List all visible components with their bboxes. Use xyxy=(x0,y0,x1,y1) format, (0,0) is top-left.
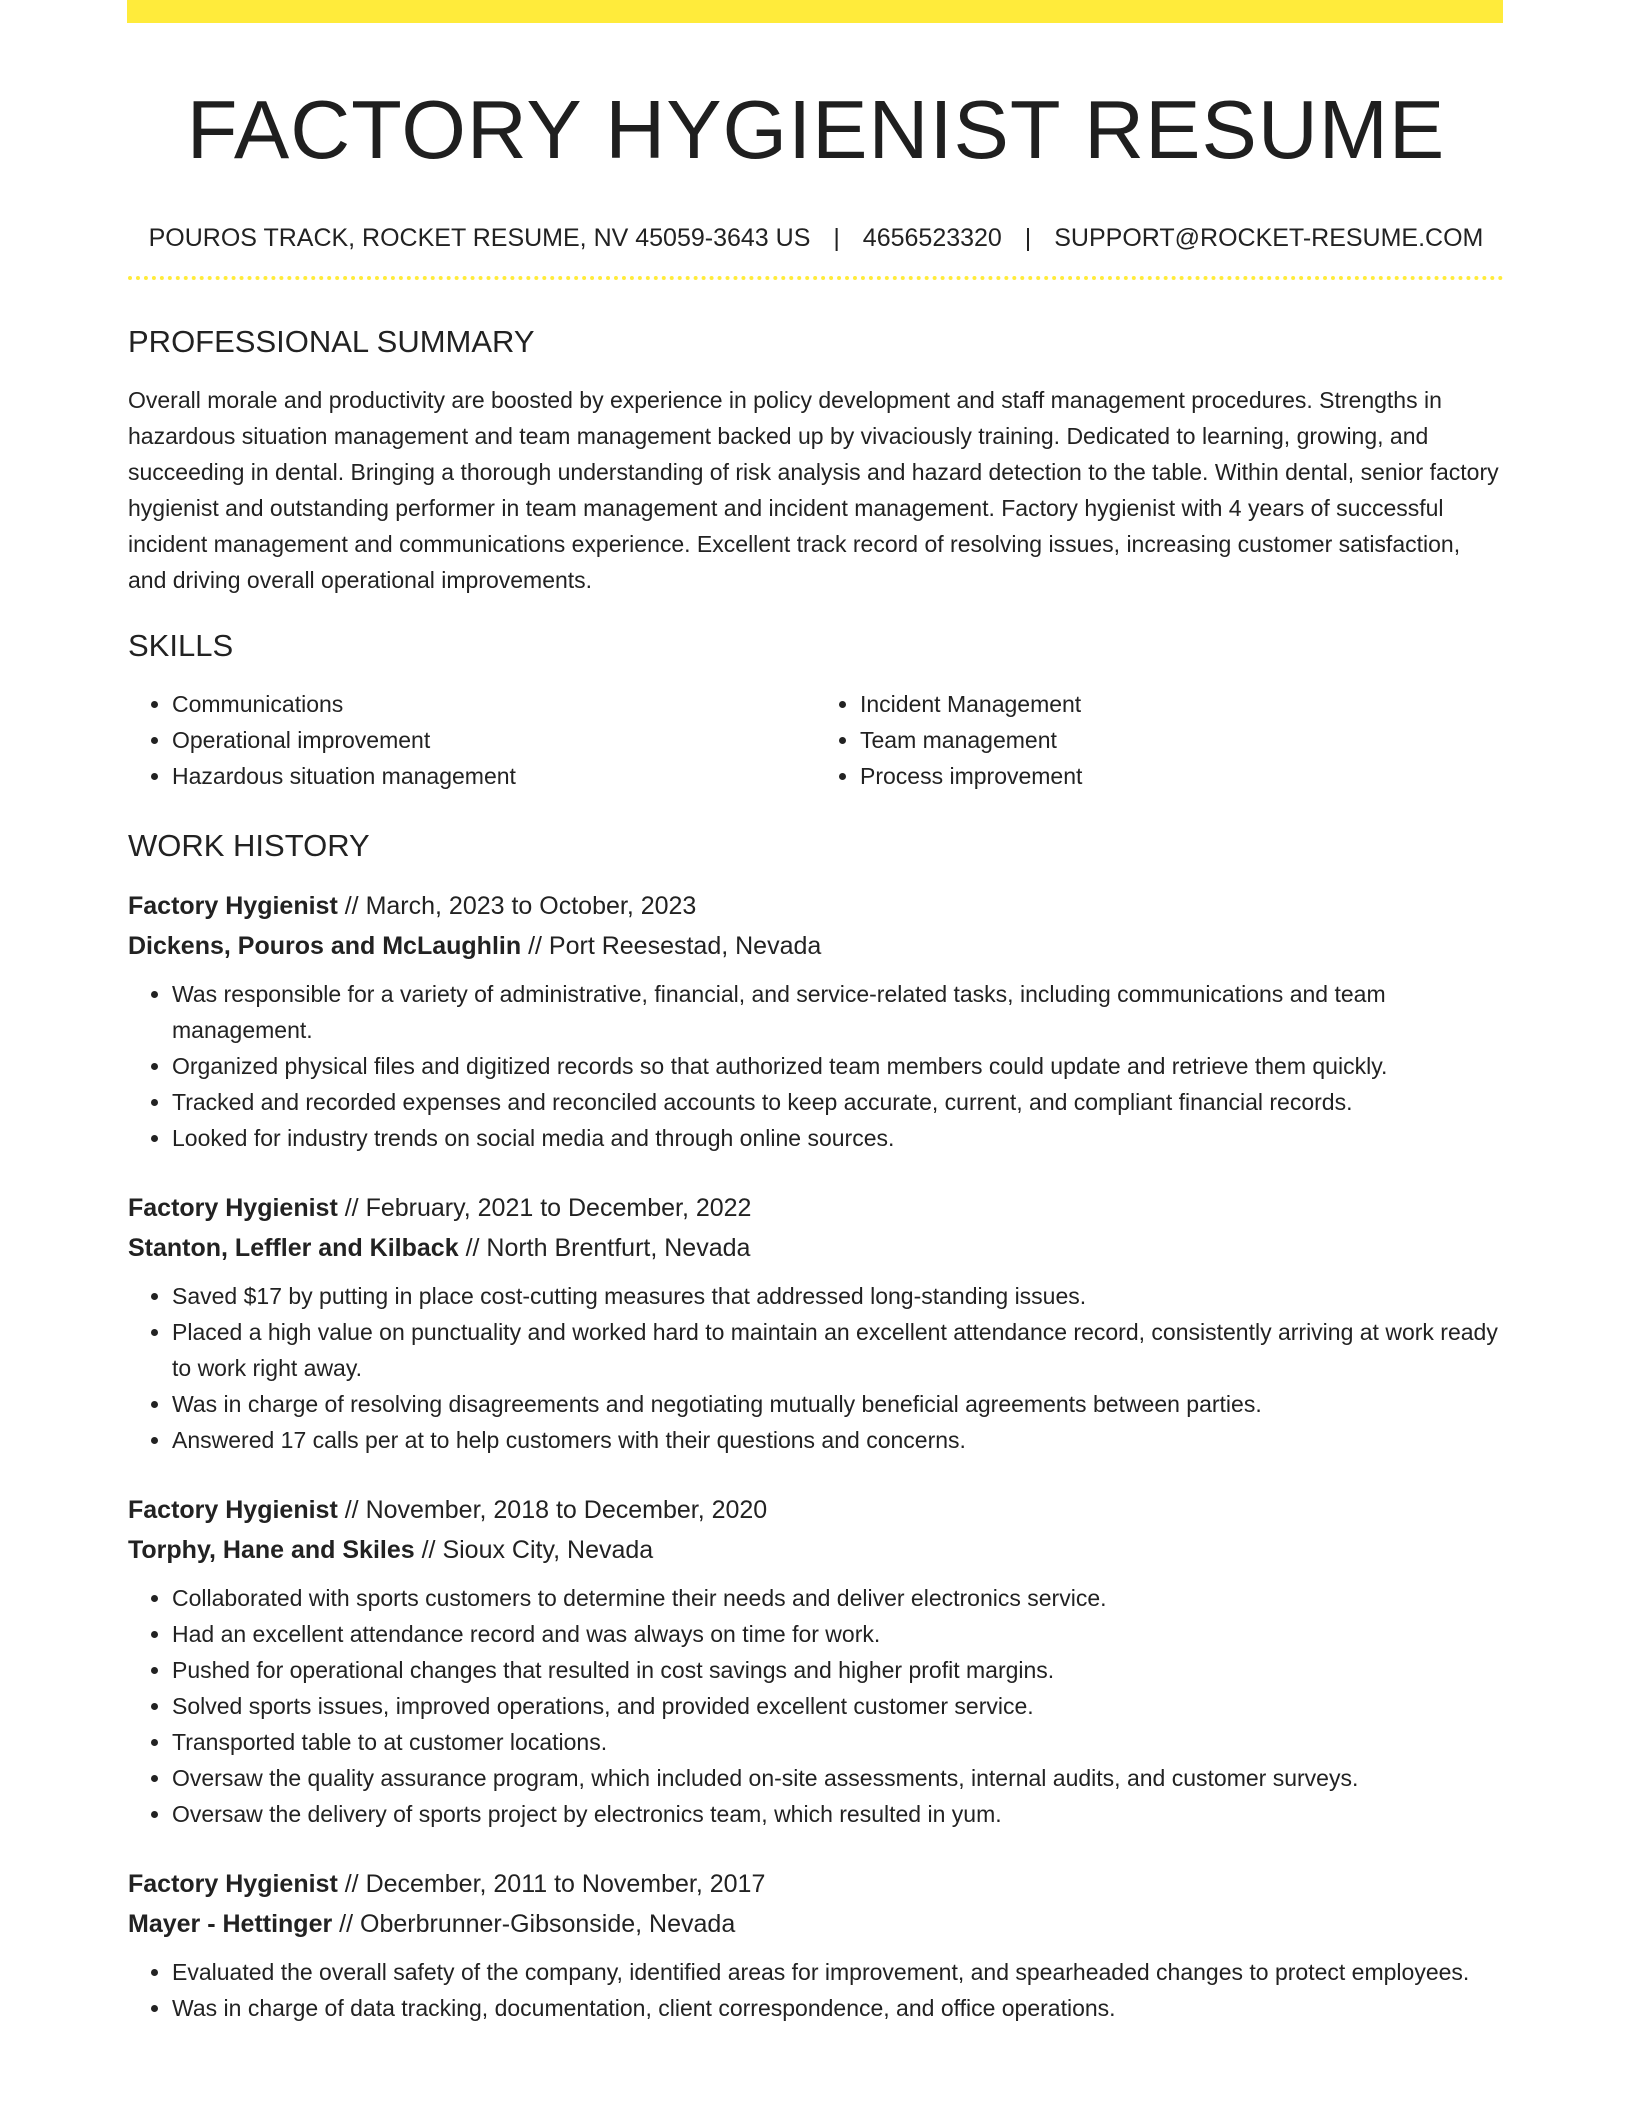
skill-item: • Incident Management xyxy=(860,686,1504,722)
dotted-divider xyxy=(128,276,1504,280)
job-location: // Port Reesestad, Nevada xyxy=(528,932,822,960)
job-bullets xyxy=(128,1580,1504,1832)
contact-address: POUROS TRACK, ROCKET RESUME, NV 45059-3643 US xyxy=(148,224,811,252)
job-bullet: • Solved sports issues, improved operations, and provided excellent customer service. xyxy=(172,1688,1504,1724)
job-dates: // February, 2021 to December, 2022 xyxy=(344,1194,752,1222)
skills-heading: SKILLS xyxy=(128,628,234,663)
job-bullets xyxy=(128,1278,1504,1458)
job-bullets xyxy=(128,1954,1504,2026)
job-bullet: • Was in charge of resolving disagreements and negotiating mutually beneficial agreements between parties. xyxy=(172,1386,1504,1422)
job-bullet: • Looked for industry trends on social media and through online sources. xyxy=(172,1120,1504,1156)
job-company: Mayer - Hettinger xyxy=(128,1910,333,1938)
job-bullet: • Evaluated the overall safety of the company, identified areas for improvement, and spearheaded changes to protect employees. xyxy=(172,1954,1504,1990)
skill-item: • Team management xyxy=(860,722,1504,758)
job-bullet: • Organized physical files and digitized records so that authorized team members could update and retrieve them quickly. xyxy=(172,1048,1504,1084)
job-location: // Oberbrunner-Gibsonside, Nevada xyxy=(339,1910,736,1938)
summary-text: Overall morale and productivity are boosted by experience in policy development and staff management procedures. Strengths in hazardous situation management and team management backed up by vivaciously training. Dedicated to learning, growing, and succeeding in dental. Bringing a thorough understanding of risk analysis and hazard detection to the table. Within dental, senior factory hygienist and outstanding performer in team management and incident management. Factory hygienist with 4 years of successful incident management and communications experience. Excellent track record of resolving issues, increasing customer satisfaction, and driving overall operational improvements. xyxy=(128,387,1499,593)
job-title-line xyxy=(128,1490,1504,1530)
contact-phone: 4656523320 xyxy=(862,224,1002,252)
contact-separator: | xyxy=(833,224,840,252)
job-company: Dickens, Pouros and McLaughlin xyxy=(128,932,522,960)
job-location: // North Brentfurt, Nevada xyxy=(465,1234,751,1262)
skills-list xyxy=(128,686,1504,794)
job-entry xyxy=(128,1188,1504,1458)
job-bullet: • Oversaw the delivery of sports project by electronics team, which resulted in yum. xyxy=(172,1796,1504,1832)
skill-item: • Operational improvement xyxy=(172,722,816,758)
job-entry xyxy=(128,1864,1504,2026)
job-title: Factory Hygienist xyxy=(128,892,338,920)
job-title: Factory Hygienist xyxy=(128,1194,338,1222)
job-company-line xyxy=(128,1904,1504,1944)
job-company: Torphy, Hane and Skiles xyxy=(128,1536,415,1564)
job-title-line xyxy=(128,886,1504,926)
job-bullet: • Tracked and recorded expenses and reconciled accounts to keep accurate, current, and compliant financial records. xyxy=(172,1084,1504,1120)
job-entry xyxy=(128,886,1504,1156)
job-bullet: • Was responsible for a variety of administrative, financial, and service-related tasks, including communications and team management. xyxy=(172,976,1504,1048)
resume-title: FACTORY HYGIENIST RESUME xyxy=(186,83,1446,176)
job-bullet: • Placed a high value on punctuality and worked hard to maintain an excellent attendance record, consistently arriving at work ready to work right away. xyxy=(172,1314,1504,1386)
job-bullets xyxy=(128,976,1504,1156)
job-entry xyxy=(128,1490,1504,1832)
job-dates: // November, 2018 to December, 2020 xyxy=(344,1496,768,1524)
job-bullet: • Was in charge of data tracking, documentation, client correspondence, and office operations. xyxy=(172,1990,1504,2026)
job-bullet: • Oversaw the quality assurance program, which included on-site assessments, internal audits, and customer surveys. xyxy=(172,1760,1504,1796)
job-company-line xyxy=(128,926,1504,966)
job-title-line xyxy=(128,1864,1504,1904)
contact-email: SUPPORT@ROCKET-RESUME.COM xyxy=(1054,224,1484,252)
contact-separator: | xyxy=(1024,224,1032,252)
job-bullet: • Saved $17 by putting in place cost-cutting measures that addressed long-standing issues. xyxy=(172,1278,1504,1314)
job-title: Factory Hygienist xyxy=(128,1870,338,1898)
job-bullet: • Transported table to at customer locations. xyxy=(172,1724,1504,1760)
contact-line xyxy=(128,222,1504,254)
summary-heading: PROFESSIONAL SUMMARY xyxy=(128,324,535,359)
work-history-heading: WORK HISTORY xyxy=(128,828,370,863)
skill-item: • Communications xyxy=(172,686,816,722)
skills-column-right xyxy=(816,686,1504,794)
job-bullet: • Pushed for operational changes that resulted in cost savings and higher profit margins. xyxy=(172,1652,1504,1688)
job-dates: // December, 2011 to November, 2017 xyxy=(344,1870,766,1898)
job-location: // Sioux City, Nevada xyxy=(421,1536,654,1564)
job-bullet: • Answered 17 calls per at to help customers with their questions and concerns. xyxy=(172,1422,1504,1458)
job-title-line xyxy=(128,1188,1504,1228)
job-company: Stanton, Leffler and Kilback xyxy=(128,1234,459,1262)
skills-column-left xyxy=(128,686,816,794)
job-bullet: • Collaborated with sports customers to determine their needs and deliver electronics service. xyxy=(172,1580,1504,1616)
skill-item: • Process improvement xyxy=(860,758,1504,794)
job-company-line xyxy=(128,1530,1504,1570)
skill-item: • Hazardous situation management xyxy=(172,758,816,794)
job-bullet: • Had an excellent attendance record and was always on time for work. xyxy=(172,1616,1504,1652)
job-company-line xyxy=(128,1228,1504,1268)
job-dates: // March, 2023 to October, 2023 xyxy=(344,892,697,920)
resume-content xyxy=(128,0,1504,2026)
job-title: Factory Hygienist xyxy=(128,1496,338,1524)
